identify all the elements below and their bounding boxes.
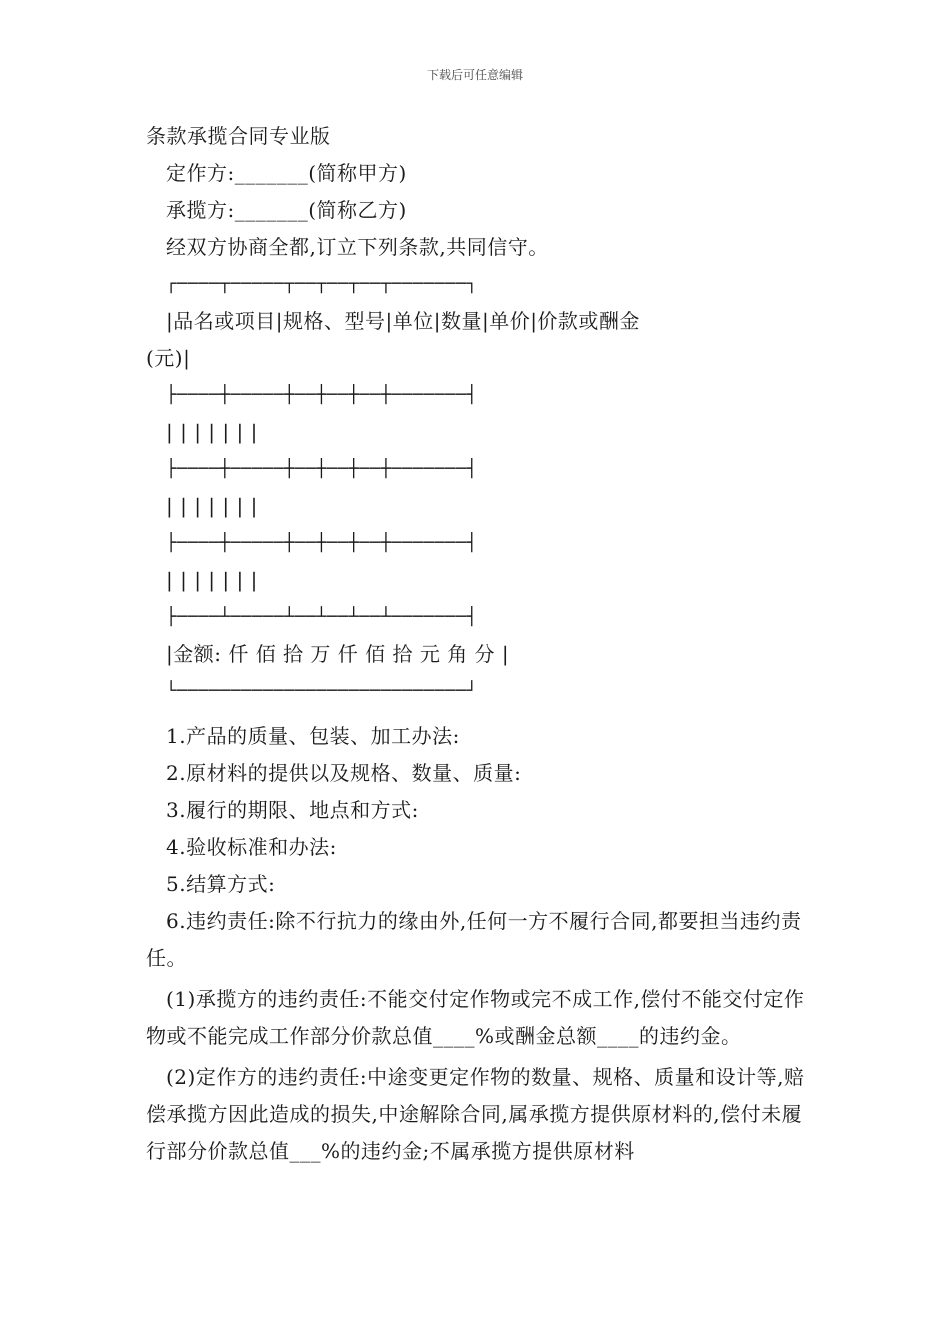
table-separator-bottom: ├────┴─────┴──┴──┴──┴───────┤ bbox=[166, 607, 478, 627]
document-body bbox=[146, 118, 808, 1170]
clause-paragraph: 6.违约责任:除不行抗力的缘由外,任何一方不履行合同,都要担当违约责任。 bbox=[146, 909, 802, 970]
clause-item: 1.产品的质量、包装、加工办法: bbox=[166, 724, 460, 748]
intro-line: 经双方协商全都,订立下列条款,共同信守。 bbox=[166, 235, 549, 259]
table-separator: ├────┼─────┼──┼──┼──┼───────┤ bbox=[166, 533, 478, 553]
table-header-row: |品名或项目|规格、型号|单位|数量|单价|价款或酬金 bbox=[166, 309, 640, 333]
clause-item: 3.履行的期限、地点和方式: bbox=[166, 798, 419, 822]
table-bottom-border: └───────────────────────────┘ bbox=[166, 681, 478, 701]
clause-item: 2.原材料的提供以及规格、数量、质量: bbox=[166, 761, 522, 785]
party-a-line: 定作方:_______(简称甲方) bbox=[166, 161, 407, 185]
table-empty-row: | | | | | | | bbox=[166, 420, 258, 444]
table-top-border: ┌────┬─────┬──┬──┬──┬───────┐ bbox=[166, 274, 478, 294]
document-title: 条款承揽合同专业版 bbox=[146, 124, 331, 148]
table-amount-row: |金额: 仟 佰 拾 万 仟 佰 拾 元 角 分 | bbox=[166, 642, 510, 666]
table-separator: ├────┼─────┼──┼──┼──┼───────┤ bbox=[166, 459, 478, 479]
clause-item: 4.验收标准和办法: bbox=[166, 835, 337, 859]
table-empty-row: | | | | | | | bbox=[166, 568, 258, 592]
clause-paragraph: (2)定作方的违约责任:中途变更定作物的数量、规格、质量和设计等,赔偿承揽方因此造成的损失,中途解除合同,属承揽方提供原材料的,偿付未履行部分价款总值___%的违约金;不属承揽方提供原材料 bbox=[146, 1065, 805, 1163]
clause-item: 5.结算方式: bbox=[166, 872, 276, 896]
page-header: 下载后可任意编辑 bbox=[426, 68, 523, 82]
table-separator: ├────┼─────┼──┼──┼──┼───────┤ bbox=[166, 385, 478, 405]
clause-paragraph: (1)承揽方的违约责任:不能交付定作物或完不成工作,偿付不能交付定作物或不能完成工作部分价款总值____%或酬金总额____的违约金。 bbox=[146, 987, 805, 1048]
party-b-line: 承揽方:_______(简称乙方) bbox=[166, 198, 407, 222]
table-empty-row: | | | | | | | bbox=[166, 494, 258, 518]
table-header-row-cont: (元)| bbox=[146, 346, 191, 370]
